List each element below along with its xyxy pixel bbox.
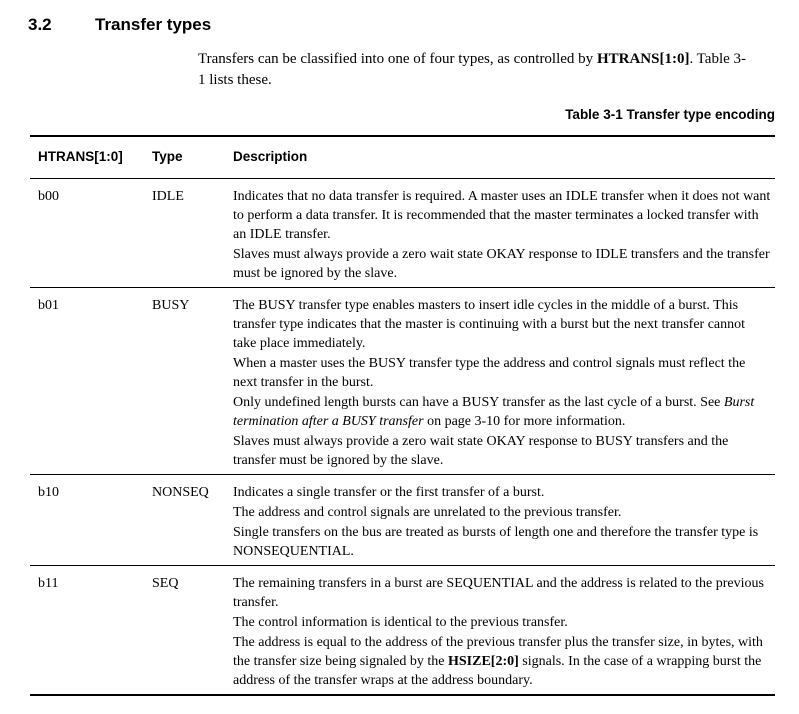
description-paragraph — [233, 393, 771, 431]
description-paragraph — [233, 483, 771, 502]
table-body — [30, 179, 775, 694]
description-paragraph — [233, 523, 771, 561]
intro-paragraph — [198, 49, 752, 91]
text-run: signals. In the case of a wrapping burst the address of the transfer wraps at the address boundary. — [233, 654, 762, 688]
cell-transfer-type: IDLE — [152, 189, 184, 204]
text-run: When a master uses the BUSY transfer type the address and control signals must reflect the next transfer in the burst. — [233, 356, 746, 390]
text-run: on page 3-10 for more information. — [423, 414, 626, 429]
table-row — [30, 475, 775, 566]
text-run: The address and control signals are unrelated to the previous transfer. — [233, 505, 622, 520]
text-run: Only undefined length bursts can have a BUSY transfer as the last cycle of a burst. See — [233, 395, 724, 410]
description-paragraph — [233, 613, 771, 632]
cell-htrans-code: b11 — [38, 576, 59, 591]
text-run: Burst termination after a BUSY transfer — [233, 395, 755, 429]
description-paragraph — [233, 187, 771, 244]
description-paragraph — [233, 574, 771, 612]
text-run: HSIZE[2:0] — [447, 654, 519, 669]
cell-htrans-code: b00 — [38, 189, 59, 204]
cell-htrans-code: b01 — [38, 298, 59, 313]
text-run: Slaves must always provide a zero wait state OKAY response to IDLE transfers and the transfer must be ignored by the slave. — [233, 247, 770, 281]
table-caption: Table 3-1 Transfer type encoding — [565, 107, 775, 122]
document-page — [0, 14, 799, 714]
table-row — [30, 179, 775, 288]
cell-transfer-type: BUSY — [152, 298, 190, 313]
column-header-description: Description — [233, 149, 308, 164]
cell-description — [233, 296, 775, 470]
text-run: Indicates that no data transfer is required. A master uses an IDLE transfer when it does not want to perform a data transfer. It is recommended that the master terminates a locked transfer with an IDLE transfer. — [233, 189, 771, 242]
cell-description — [233, 483, 775, 561]
column-header-type: Type — [152, 149, 183, 164]
text-run: The control information is identical to the previous transfer. — [233, 615, 568, 630]
text-run: Slaves must always provide a zero wait state OKAY response to BUSY transfers and the transfer must be ignored by the slave. — [233, 434, 729, 468]
section-heading — [28, 14, 799, 36]
description-paragraph — [233, 432, 771, 470]
section-number: 3.2 — [28, 15, 52, 34]
table-row — [30, 566, 775, 694]
description-paragraph — [233, 503, 771, 522]
text-run: . Table 3-1 lists these. — [198, 51, 747, 88]
description-paragraph — [233, 245, 771, 283]
cell-htrans-code: b10 — [38, 485, 59, 500]
text-run: The remaining transfers in a burst are SEQUENTIAL and the address is related to the previous transfer. — [233, 576, 764, 610]
text-run: Single transfers on the bus are treated as bursts of length one and therefore the transfer type is NONSEQUENTIAL. — [233, 525, 759, 559]
cell-transfer-type: NONSEQ — [152, 485, 209, 500]
description-paragraph — [233, 296, 771, 353]
text-run: Indicates a single transfer or the first transfer of a burst. — [233, 485, 545, 500]
cell-transfer-type: SEQ — [152, 576, 179, 591]
table-header-row — [30, 137, 775, 179]
table-row — [30, 288, 775, 475]
text-run: The BUSY transfer type enables masters to insert idle cycles in the middle of a burst. This transfer type indicates that the master is continuing with a burst but the next transfer cannot take place immediately. — [233, 298, 746, 351]
text-run: Transfers can be classified into one of four types, as controlled by — [198, 51, 597, 67]
text-run: HTRANS[1:0] — [596, 51, 690, 67]
column-header-htrans: HTRANS[1:0] — [38, 149, 123, 164]
text-run: The address is equal to the address of the previous transfer plus the transfer size, in bytes, with the transfer size being signaled by the — [233, 635, 763, 669]
section-title: Transfer types — [95, 15, 212, 34]
transfer-type-table — [30, 135, 775, 696]
description-paragraph — [233, 633, 771, 690]
cell-description — [233, 574, 775, 690]
description-paragraph — [233, 354, 771, 392]
cell-description — [233, 187, 775, 283]
